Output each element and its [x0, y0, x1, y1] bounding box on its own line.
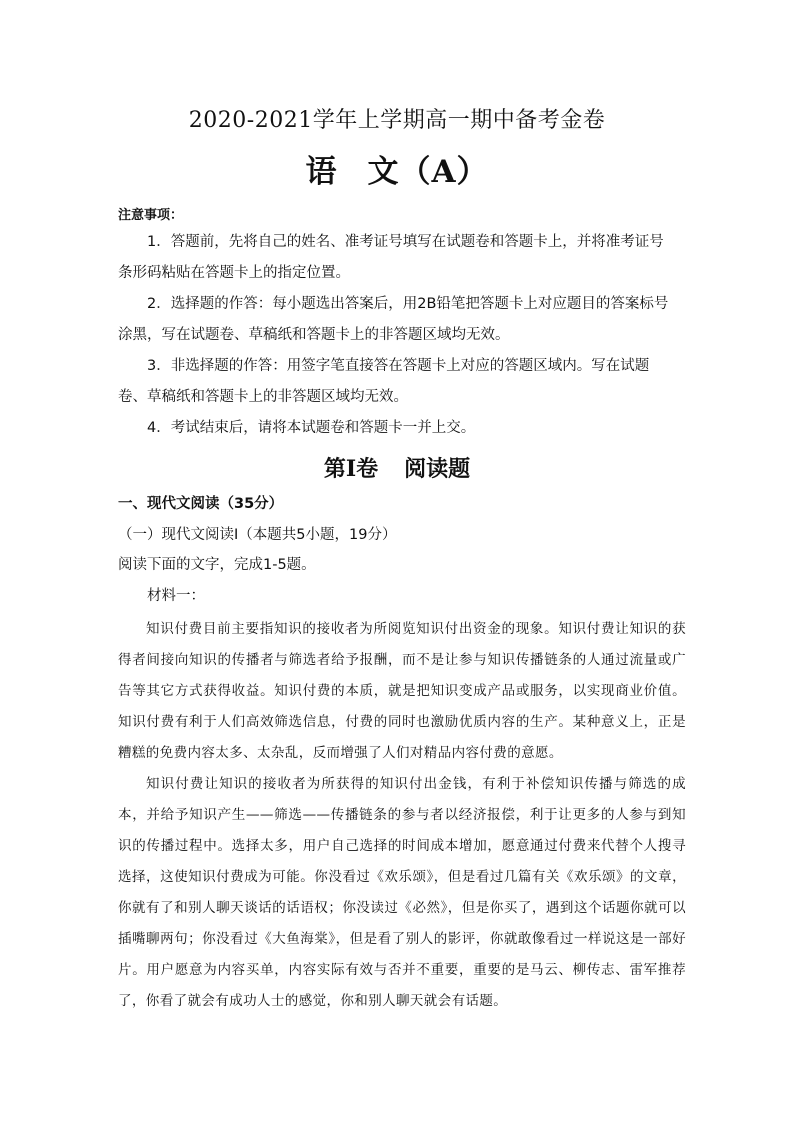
part-title — [0, 452, 794, 483]
notice-item-2: 2．选择题的作答：每小题选出答案后，用2B铅笔把答题卡上对应题目的答案标号涂黑，写在试题卷、草稿纸和答题卡上的非答题区域均无效。 — [118, 296, 669, 343]
part-title-name: 阅读题 — [404, 456, 471, 482]
exam-title: 2020-2021学年上学期高一期中备考金卷 — [188, 108, 606, 133]
part-title-number: 第Ⅰ卷 — [323, 456, 379, 482]
notice-item-4: 4．考试结束后，请将本试题卷和答题卡一并上交。 — [147, 420, 476, 436]
material-paragraph-1: 知识付费目前主要指知识的接收者为所阅览知识付出资金的现象。知识付费让知识的获得者间接向知识的传播者与筛选者给予报酬，而不是让参与知识传播链条的人通过流量或广告等其它方式获得收益。知识付费的本质，就是把知识变成产品或服务，以实现商业价值。知识付费有利于人们高效筛选信息，付费的同时也激励优质内容的生产。某种意义上，正是糟糕的免费内容太多、太杂乱，反而增强了人们对精品内容付费的意愿。 — [118, 621, 686, 761]
material-paragraph-2: 知识付费让知识的接收者为所获得的知识付出金钱，有利于补偿知识传播与筛选的成本，并给予知识产生——筛选——传播链条的参与者以经济报偿，利于让更多的人参与到知识的传播过程中。选择太多，用户自己选择的时间成本增加，愿意通过付费来代替个人搜寻选择，这使知识付费成为可能。你没看过《欢乐颂》，但是看过几篇有关《欢乐颂》的文章，你就有了和别人聊天谈话的话语权；你没读过《必然》，但是你买了，遇到这个话题你就可以插嘴聊两句；你没看过《大鱼海棠》，但是看了别人的影评，你就敢像看过一样说这是一部好片。用户愿意为内容买单，内容实际有效与否并不重要，重要的是马云、柳传志、雷军推荐了，你看了就会有成功人士的感觉，你和别人聊天就会有话题。 — [118, 776, 686, 1009]
section-heading: 一、现代文阅读（35分） — [118, 496, 284, 512]
notice-item-1: 1．答题前，先将自己的姓名、准考证号填写在试题卷和答题卡上，并将准考证号条形码粘贴在答题卡上的指定位置。 — [118, 234, 664, 281]
section-sub-heading: （一）现代文阅读Ⅰ（本题共5小题，19分） — [118, 527, 397, 543]
notice-heading: 注意事项： — [118, 208, 184, 223]
section-instruction: 阅读下面的文字，完成1-5题。 — [118, 557, 316, 573]
subject-title — [0, 146, 794, 191]
subject-title-rest: 文（A） — [367, 154, 489, 190]
subject-title-first: 语 — [305, 154, 338, 190]
material-label: 材料一： — [147, 588, 205, 604]
notice-item-3: 3．非选择题的作答：用签字笔直接答在答题卡上对应的答题区域内。写在试题卷、草稿纸和答题卡上的非答题区域均无效。 — [118, 358, 650, 405]
